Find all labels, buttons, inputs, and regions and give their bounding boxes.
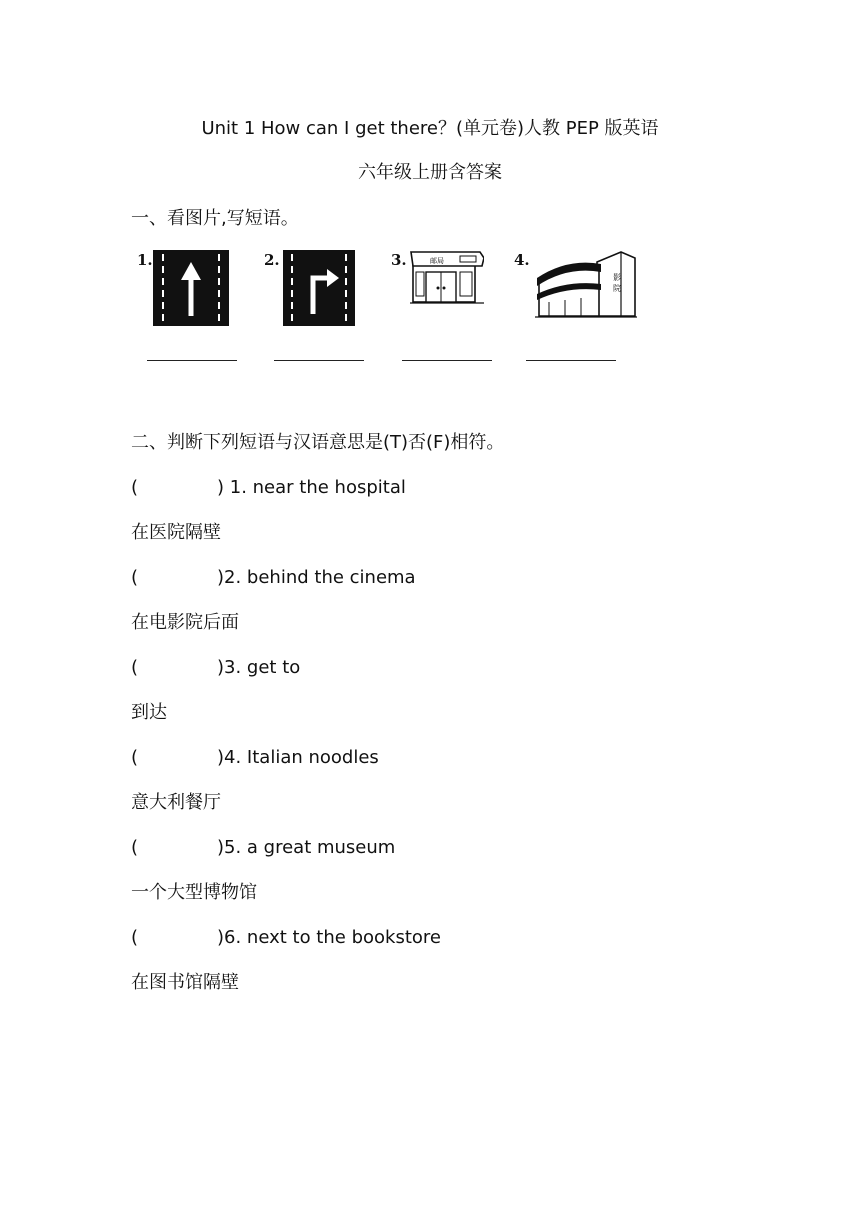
picture-number-4: 4. (514, 251, 530, 269)
answer-blank-3[interactable] (402, 360, 492, 361)
question-text-6: )6. next to the bookstore (217, 927, 441, 948)
turn-right-arrow-icon (283, 250, 355, 326)
question-chinese-5: 一个大型博物馆 (131, 882, 257, 903)
question-text-3: )3. get to (217, 657, 301, 678)
straight-arrow-icon (153, 250, 229, 326)
picture-number-2: 2. (264, 251, 280, 269)
page-subtitle: 六年级上册含答案 (358, 162, 502, 183)
picture-number-1: 1. (137, 251, 153, 269)
question-text-1: ) 1. near the hospital (217, 477, 406, 498)
question-chinese-3: 到达 (131, 702, 167, 723)
question-text-5: )5. a great museum (217, 837, 396, 858)
answer-paren-open-1[interactable]: ( (131, 477, 139, 498)
post-office-building-icon (410, 250, 484, 304)
answer-blank-4[interactable] (526, 360, 616, 361)
answer-paren-open-3[interactable]: ( (131, 657, 139, 678)
question-chinese-1: 在医院隔壁 (131, 522, 221, 543)
svg-text:影: 影 (613, 273, 621, 282)
picture-number-3: 3. (391, 251, 407, 269)
answer-paren-open-5[interactable]: ( (131, 837, 139, 858)
question-chinese-2: 在电影院后面 (131, 612, 239, 633)
question-chinese-4: 意大利餐厅 (131, 792, 221, 813)
cinema-building-icon (535, 250, 637, 318)
section2-heading: 二、判断下列短语与汉语意思是(T)否(F)相符。 (131, 432, 505, 453)
answer-blank-1[interactable] (147, 360, 237, 361)
page-title: Unit 1 How can I get there？(单元卷)人教 PEP 版英语 (201, 118, 659, 139)
question-chinese-6: 在图书馆隔壁 (131, 972, 239, 993)
question-text-4: )4. Italian noodles (217, 747, 379, 768)
svg-text:院: 院 (613, 284, 621, 293)
answer-paren-open-2[interactable]: ( (131, 567, 139, 588)
answer-paren-open-4[interactable]: ( (131, 747, 139, 768)
section1-heading: 一、看图片,写短语。 (131, 208, 299, 229)
svg-text:邮局: 邮局 (430, 257, 444, 265)
answer-blank-2[interactable] (274, 360, 364, 361)
question-text-2: )2. behind the cinema (217, 567, 416, 588)
answer-paren-open-6[interactable]: ( (131, 927, 139, 948)
